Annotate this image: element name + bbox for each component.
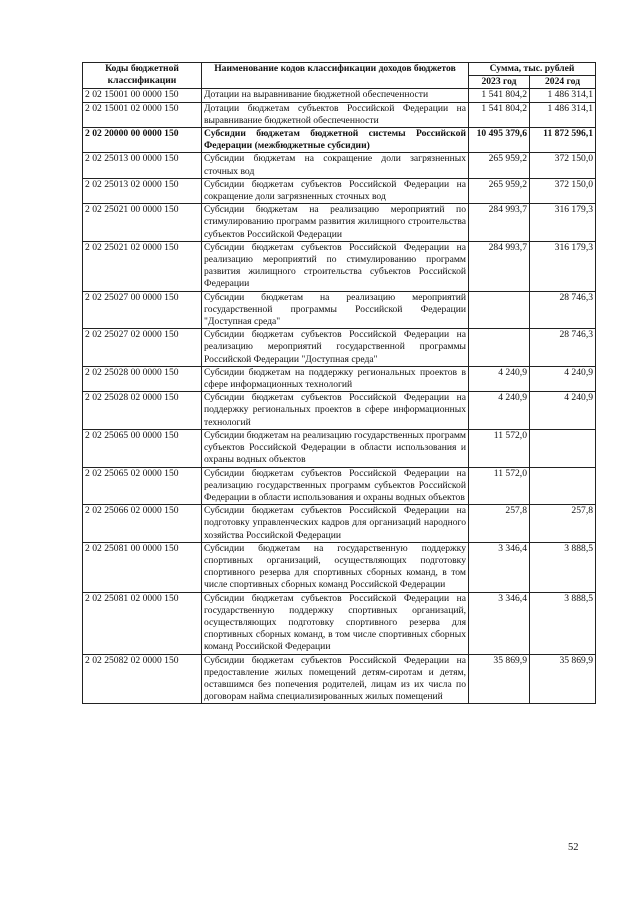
row-value-2023: 11 572,0 <box>469 429 530 467</box>
header-name: Наименование кодов классификации доходов бюджетов <box>202 63 469 89</box>
row-value-2023: 3 346,4 <box>469 542 530 592</box>
row-value-2023: 11 572,0 <box>469 467 530 505</box>
row-name: Субсидии бюджетам субъектов Российской Федерации на реализацию государственных программ субъектов Российской Федерации в области использования и охраны водных объектов <box>202 467 469 505</box>
row-name: Субсидии бюджетам на государственную поддержку спортивных организаций, осуществляющих подготовку спортивного резерва для спортивных сборных команд, в том числе спортивных сборных команд Российской Федерации <box>202 542 469 592</box>
row-value-2024 <box>530 429 596 467</box>
table-row <box>83 241 596 291</box>
header-code: Коды бюджетной классификации <box>83 63 202 89</box>
row-code: 2 02 25081 00 0000 150 <box>83 542 202 592</box>
table-row <box>83 291 596 329</box>
row-value-2023: 1 541 804,2 <box>469 102 530 127</box>
row-value-2024: 4 240,9 <box>530 392 596 430</box>
row-value-2024: 3 888,5 <box>530 542 596 592</box>
row-value-2023: 265 959,2 <box>469 153 530 178</box>
table-row <box>83 128 596 153</box>
row-name: Субсидии бюджетам субъектов Российской Федерации на государственную поддержку спортивных организаций, осуществляющих подготовку спортивного резерва для спортивных сборных команд, в том числе спортивных сборных команд Российской Федерации <box>202 592 469 654</box>
row-value-2024: 4 240,9 <box>530 366 596 391</box>
row-code: 2 02 25013 02 0000 150 <box>83 178 202 203</box>
row-code: 2 02 25065 00 0000 150 <box>83 429 202 467</box>
row-value-2023: 4 240,9 <box>469 392 530 430</box>
row-name: Субсидии бюджетам на сокращение доли загрязненных сточных вод <box>202 153 469 178</box>
row-value-2024: 316 179,3 <box>530 204 596 242</box>
row-value-2023: 35 869,9 <box>469 654 530 704</box>
table-row <box>83 366 596 391</box>
row-value-2024: 28 746,3 <box>530 291 596 329</box>
row-name: Субсидии бюджетам на реализацию мероприятий государственной программы Российской Федерации "Доступная среда" <box>202 291 469 329</box>
row-code: 2 02 25028 00 0000 150 <box>83 366 202 391</box>
row-name: Субсидии бюджетам бюджетной системы Российской Федерации (межбюджетные субсидии) <box>202 128 469 153</box>
row-value-2023: 4 240,9 <box>469 366 530 391</box>
row-code: 2 02 25027 00 0000 150 <box>83 291 202 329</box>
row-code: 2 02 25066 02 0000 150 <box>83 505 202 543</box>
table-row <box>83 542 596 592</box>
row-value-2023 <box>469 291 530 329</box>
row-code: 2 02 25082 02 0000 150 <box>83 654 202 704</box>
row-code: 2 02 15001 00 0000 150 <box>83 89 202 102</box>
row-value-2023: 3 346,4 <box>469 592 530 654</box>
row-code: 2 02 25028 02 0000 150 <box>83 392 202 430</box>
row-name: Субсидии бюджетам субъектов Российской Федерации на реализацию мероприятий государственной программы Российской Федерации "Доступная среда" <box>202 329 469 367</box>
table-row <box>83 178 596 203</box>
row-code: 2 02 25027 02 0000 150 <box>83 329 202 367</box>
row-value-2023: 1 541 804,2 <box>469 89 530 102</box>
table-row <box>83 654 596 704</box>
row-value-2024: 1 486 314,1 <box>530 89 596 102</box>
header-sum: Сумма, тыс. рублей <box>469 63 596 76</box>
row-value-2024: 28 746,3 <box>530 329 596 367</box>
table-row <box>83 467 596 505</box>
row-name: Дотации бюджетам субъектов Российской Федерации на выравнивание бюджетной обеспеченности <box>202 102 469 127</box>
revenue-table <box>82 62 596 704</box>
row-code: 2 02 25013 00 0000 150 <box>83 153 202 178</box>
page-number: 52 <box>568 842 579 853</box>
table-row <box>83 204 596 242</box>
row-name: Субсидии бюджетам на реализацию государственных программ субъектов Российской Федерации в области использования и охраны водных объектов <box>202 429 469 467</box>
table-row <box>83 89 596 102</box>
header-2024: 2024 год <box>530 76 596 89</box>
row-name: Субсидии бюджетам субъектов Российской Федерации на реализацию мероприятий по стимулированию программ развития жилищного строительства субъектов Российской Федерации <box>202 241 469 291</box>
table-row <box>83 592 596 654</box>
row-code: 2 02 25065 02 0000 150 <box>83 467 202 505</box>
row-code: 2 02 25021 00 0000 150 <box>83 204 202 242</box>
row-name: Субсидии бюджетам субъектов Российской Федерации на поддержку региональных проектов в сфере информационных технологий <box>202 392 469 430</box>
header-2023: 2023 год <box>469 76 530 89</box>
row-value-2024: 1 486 314,1 <box>530 102 596 127</box>
row-value-2023: 257,8 <box>469 505 530 543</box>
row-value-2024: 257,8 <box>530 505 596 543</box>
row-value-2024: 316 179,3 <box>530 241 596 291</box>
row-value-2023: 284 993,7 <box>469 241 530 291</box>
table-row <box>83 329 596 367</box>
row-value-2023: 10 495 379,6 <box>469 128 530 153</box>
row-name: Субсидии бюджетам субъектов Российской Федерации на предоставление жилых помещений детям-сиротам и детям, оставшимся без попечения родителей, лицам из их числа по договорам найма специализированных жилых помещений <box>202 654 469 704</box>
row-value-2023 <box>469 329 530 367</box>
row-name: Субсидии бюджетам субъектов Российской Федерации на сокращение доли загрязненных сточных вод <box>202 178 469 203</box>
table-row <box>83 102 596 127</box>
row-value-2023: 284 993,7 <box>469 204 530 242</box>
row-name: Субсидии бюджетам на поддержку региональных проектов в сфере информационных технологий <box>202 366 469 391</box>
row-name: Дотации на выравнивание бюджетной обеспеченности <box>202 89 469 102</box>
table-body <box>83 89 596 704</box>
table-row <box>83 392 596 430</box>
row-name: Субсидии бюджетам субъектов Российской Федерации на подготовку управленческих кадров для организаций народного хозяйства Российской Федерации <box>202 505 469 543</box>
table-row <box>83 505 596 543</box>
row-value-2024: 372 150,0 <box>530 153 596 178</box>
row-value-2024: 35 869,9 <box>530 654 596 704</box>
row-code: 2 02 25021 02 0000 150 <box>83 241 202 291</box>
row-value-2024: 372 150,0 <box>530 178 596 203</box>
table-row <box>83 429 596 467</box>
row-value-2024: 3 888,5 <box>530 592 596 654</box>
row-value-2023: 265 959,2 <box>469 178 530 203</box>
row-code: 2 02 15001 02 0000 150 <box>83 102 202 127</box>
row-value-2024: 11 872 596,1 <box>530 128 596 153</box>
row-name: Субсидии бюджетам на реализацию мероприятий по стимулированию программ развития жилищного строительства субъектов Российской Федерации <box>202 204 469 242</box>
row-code: 2 02 20000 00 0000 150 <box>83 128 202 153</box>
row-code: 2 02 25081 02 0000 150 <box>83 592 202 654</box>
table-row <box>83 153 596 178</box>
row-value-2024 <box>530 467 596 505</box>
